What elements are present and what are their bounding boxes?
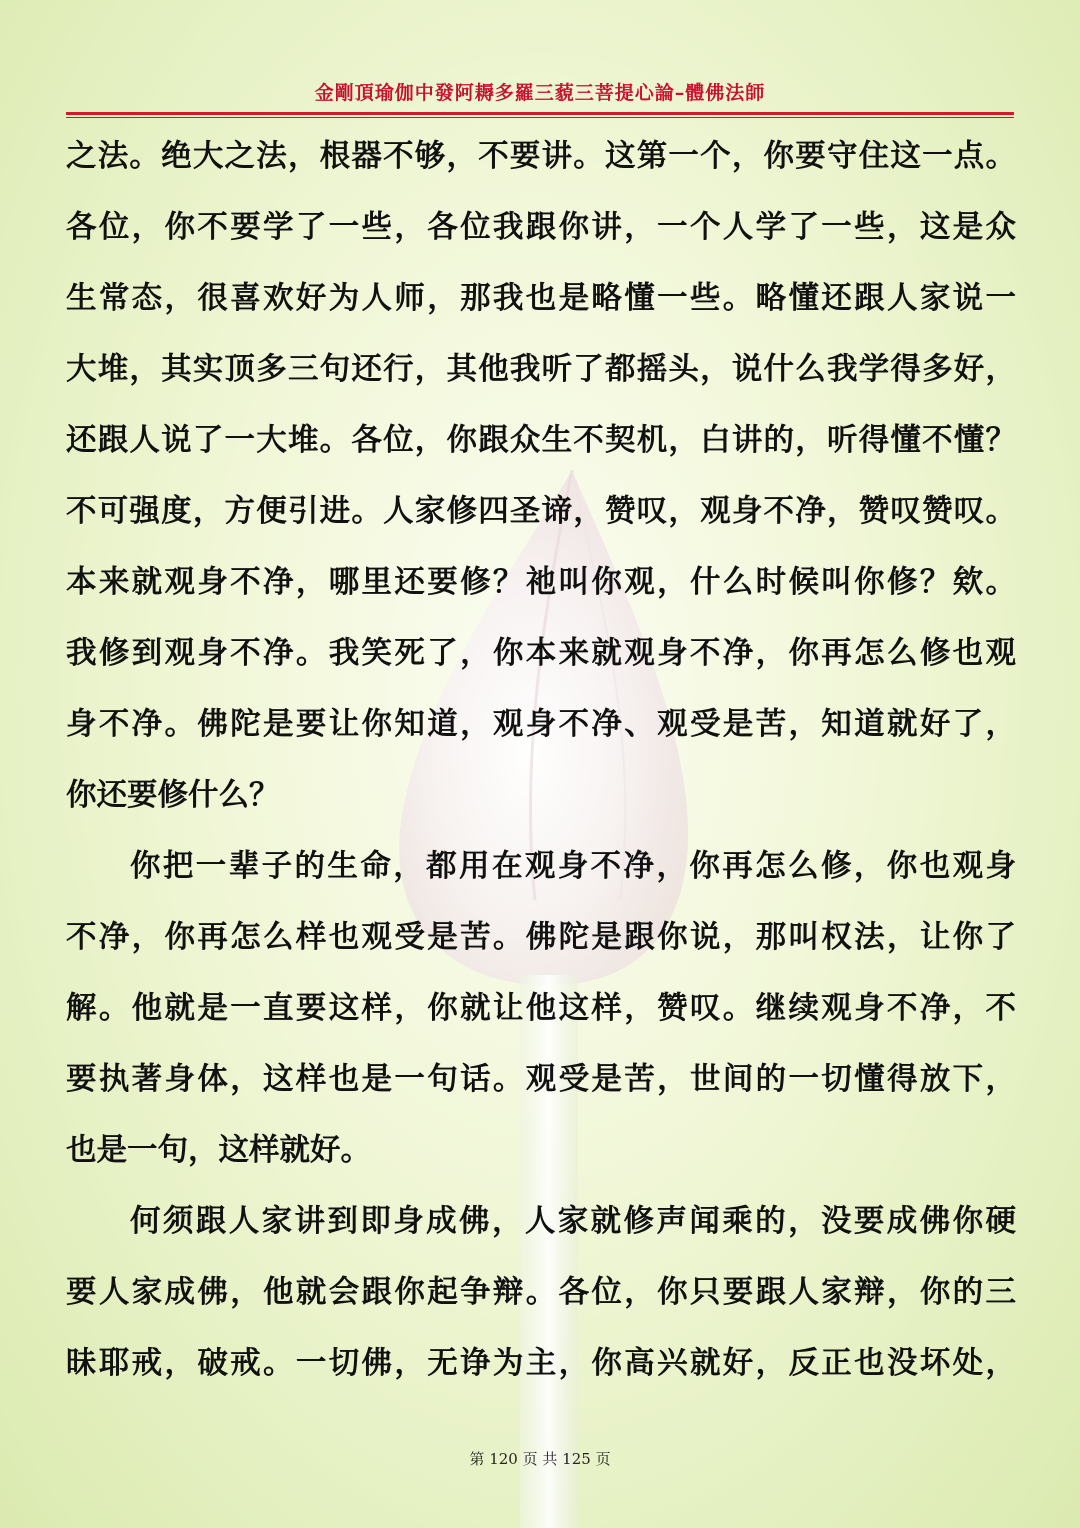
paragraph-first-line: 你把一辈子的生命，都用在观身不净，你再怎么修，你也观身 [130, 848, 1016, 884]
text-line: 昧耶戒，破戒。一切佛，无诤为主，你高兴就好，反正也没坏处， [66, 1345, 1016, 1381]
header-divider-thin [66, 117, 1014, 118]
text-line: 解。他就是一直要这样，你就让他这样，赞叹。继续观身不净，不 [66, 990, 1016, 1026]
paragraph-first-line: 何须跟人家讲到即身成佛，人家就修声闻乘的，没要成佛你硬 [130, 1203, 1016, 1239]
header-divider-thick [66, 112, 1014, 115]
text-line: 之法。绝大之法，根器不够，不要讲。这第一个，你要守住这一点。 [66, 138, 1016, 174]
current-page-number: 120 [489, 1450, 518, 1468]
text-line: 也是一句，这样就好。 [66, 1132, 371, 1168]
text-line: 要执著身体，这样也是一句话。观受是苦，世间的一切懂得放下， [66, 1061, 1016, 1097]
text-line: 你还要修什么？ [66, 777, 280, 813]
text-line: 还跟人说了一大堆。各位，你跟众生不契机，白讲的，听得懂不懂？ [66, 422, 1016, 458]
text-line: 生常态，很喜欢好为人师，那我也是略懂一些。略懂还跟人家说一 [66, 280, 1016, 316]
page-label-suffix: 页 [595, 1450, 611, 1468]
text-line: 不净，你再怎么样也观受是苦。佛陀是跟你说，那叫权法，让你了 [66, 919, 1016, 955]
text-line: 大堆，其实顶多三句还行，其他我听了都摇头，说什么我学得多好， [66, 351, 1016, 387]
document-body [66, 121, 1016, 1399]
text-line: 不可强度，方便引进。人家修四圣谛，赞叹，观身不净，赞叹赞叹。 [66, 493, 1016, 529]
text-line: 身不净。佛陀是要让你知道，观身不净、观受是苦，知道就好了， [66, 706, 1016, 742]
page-footer [0, 1448, 1080, 1469]
page-label-prefix: 第 [469, 1450, 485, 1468]
document-header-title: 金剛頂瑜伽中發阿耨多羅三藐三菩提心論–體佛法師 [314, 82, 766, 104]
text-line: 我修到观身不净。我笑死了，你本来就观身不净，你再怎么修也观 [66, 635, 1016, 671]
text-line: 要人家成佛，他就会跟你起争辩。各位，你只要跟人家辩，你的三 [66, 1274, 1016, 1310]
text-line: 本来就观身不净，哪里还要修？祂叫你观，什么时候叫你修？欸。 [66, 564, 1016, 600]
text-line: 各位，你不要学了一些，各位我跟你讲，一个人学了一些，这是众 [66, 209, 1016, 245]
page-label-mid: 页 共 [522, 1450, 558, 1468]
total-pages-number: 125 [562, 1450, 591, 1468]
